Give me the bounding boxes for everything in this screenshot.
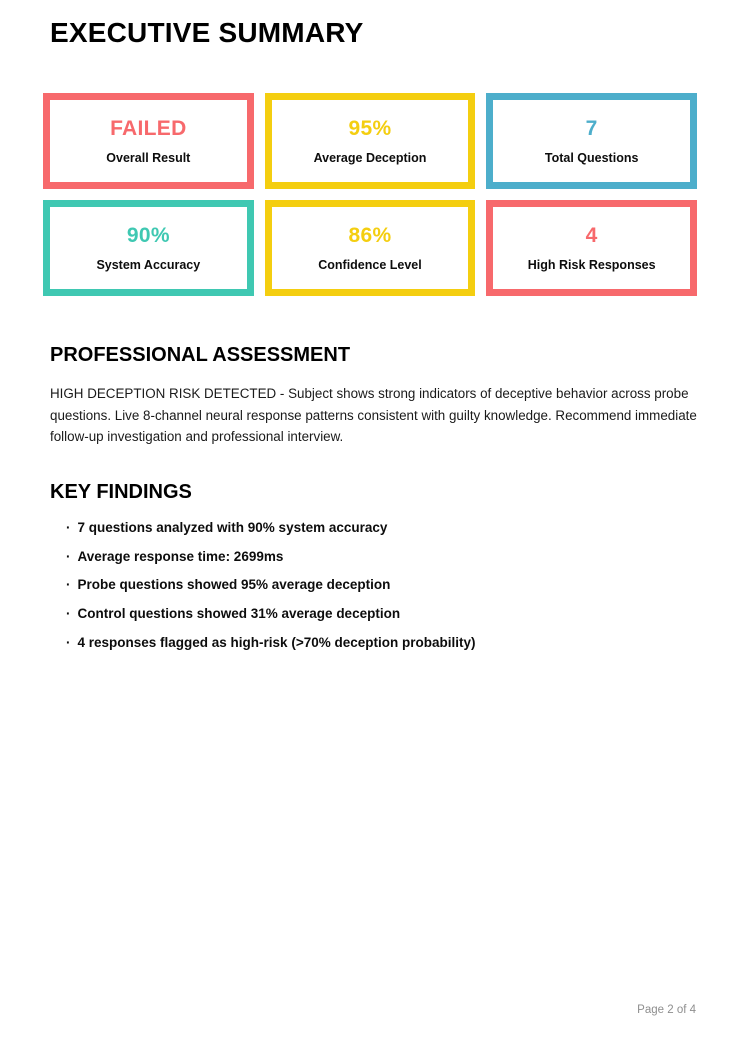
stat-card-value: 7 (585, 117, 598, 140)
stat-card-value: 90% (126, 224, 170, 247)
bullet-glyph: · (66, 520, 71, 535)
stat-card-label: System Accuracy (96, 258, 201, 272)
key-finding-text: 7 questions analyzed with 90% system accuracy (77, 520, 388, 535)
stat-card-value: 4 (585, 224, 598, 247)
bullet-glyph: · (66, 634, 71, 650)
key-finding-item (66, 550, 475, 564)
stat-card-label: High Risk Responses (527, 258, 656, 272)
key-finding-text: Probe questions showed 95% average deception (77, 577, 391, 593)
key-finding-item (66, 521, 475, 535)
key-finding-text: Average response time: 2699ms (77, 548, 284, 564)
page-number: Page 2 of 4 (637, 1004, 696, 1016)
page-title: EXECUTIVE SUMMARY (50, 17, 364, 48)
stat-card (43, 200, 254, 296)
stat-card (486, 200, 697, 296)
key-finding-text: 4 responses flagged as high-risk (>70% deception probability) (77, 634, 476, 650)
stat-card-label: Total Questions (544, 151, 639, 165)
stat-card (265, 200, 476, 296)
stat-card (486, 93, 697, 189)
stat-card (265, 93, 476, 189)
key-findings-heading: KEY FINDINGS (50, 481, 192, 503)
bullet-glyph: · (66, 577, 71, 593)
professional-assessment-body: HIGH DECEPTION RISK DETECTED - Subject shows strong indicators of deceptive behavior across probe questions. Live 8-channel neural response patterns consistent with guilty knowledge. Recommend immediate follow-up investigation and professional interview. (50, 386, 697, 445)
stat-card-value: FAILED (110, 117, 187, 140)
stat-card-value: 95% (348, 117, 392, 140)
stat-card-label: Average Deception (313, 151, 427, 165)
stat-card-label: Overall Result (106, 151, 191, 165)
stat-card (43, 93, 254, 189)
professional-assessment-heading: PROFESSIONAL ASSESSMENT (50, 344, 351, 366)
key-finding-text: Control questions showed 31% average deception (77, 606, 401, 622)
key-finding-item (66, 636, 475, 650)
summary-stats-grid (43, 93, 697, 296)
key-finding-item (66, 607, 475, 621)
stat-card-value: 86% (348, 224, 392, 247)
bullet-glyph: · (66, 606, 71, 622)
bullet-glyph: · (66, 548, 71, 564)
key-findings-list (66, 521, 475, 665)
stat-card-label: Confidence Level (318, 258, 422, 272)
key-finding-item (66, 578, 475, 592)
